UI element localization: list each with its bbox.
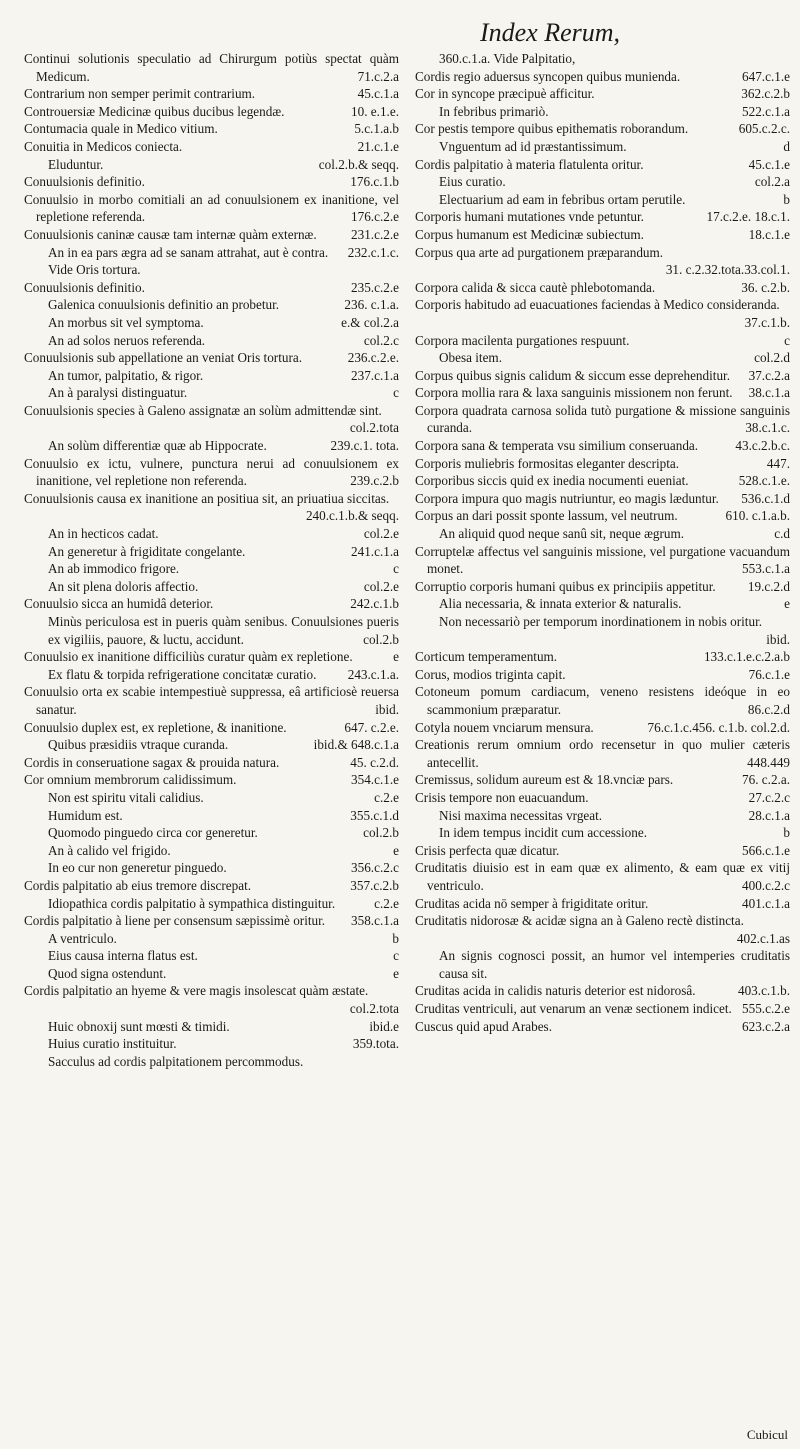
page-reference: 76.c.1.e xyxy=(748,666,790,682)
entry-text: Non est spiritu vitali calidius. xyxy=(48,789,204,805)
entry-text: Galenica conuulsionis definitio an probetur. xyxy=(48,297,280,313)
page-reference: 45.c.1.a xyxy=(357,86,399,102)
index-entry xyxy=(24,156,399,174)
page-reference: 528.c.1.e. xyxy=(738,473,790,489)
page-reference: 28.c.1.a xyxy=(748,807,790,823)
entry-text: Cruditas ventriculi, aut venarum an venæ sectionem indicet. xyxy=(415,1001,732,1017)
page-reference: 566.c.1.e xyxy=(742,842,790,858)
entry-text: Corporibus siccis quid ex inedia nocumenti eueniat. xyxy=(415,473,689,489)
entry-text: Corpora calida & sicca cautè phlebotomanda. xyxy=(415,279,656,295)
index-entry xyxy=(24,525,399,543)
page-title: Index Rerum, xyxy=(479,18,621,47)
entry-text: An solùm differentiæ quæ ab Hippocrate. xyxy=(48,438,267,454)
page-reference: c xyxy=(393,385,399,401)
page-reference: ibid.e xyxy=(369,1018,399,1034)
page-reference: col.2.e xyxy=(363,526,399,542)
entry-text: Cruditas acida in calidis naturis deterior est nidorosâ. xyxy=(415,983,696,999)
right-column xyxy=(415,50,790,1441)
page-reference: 553.c.1.a xyxy=(742,561,790,577)
index-entry xyxy=(24,191,399,226)
entry-text: Controuersiæ Medicinæ quibus ducibus legendæ. xyxy=(24,103,285,119)
entry-text: Conuulsionis causa ex inanitione an positiua sit, an priuatiua siccitas. xyxy=(24,490,390,506)
page-reference: c xyxy=(784,332,790,348)
entry-text: An ad solos neruos referenda. xyxy=(48,332,206,348)
index-entry xyxy=(415,296,790,331)
index-entry xyxy=(24,912,399,930)
entry-text: Cordis palpitatio à materia flatulenta oritur. xyxy=(415,156,644,172)
entry-text: Cor in syncope præcipuè afficitur. xyxy=(415,86,595,102)
entry-text: Ex flatu & torpida refrigeratione concitatæ curatio. xyxy=(48,666,317,682)
page-reference: c xyxy=(393,948,399,964)
page-reference: d xyxy=(783,138,790,154)
page-reference: 176.c.1.b xyxy=(350,174,399,190)
catchword: Cubicul xyxy=(746,1427,788,1442)
entry-text: Minùs periculosa est in pueris quàm senibus. Conuulsiones pueris ex vigiliis, pauore, & luctu, accidunt. xyxy=(48,614,399,647)
index-entry xyxy=(24,314,399,332)
entry-text: Conuulsio sicca an humidâ deterior. xyxy=(24,596,214,612)
index-entry xyxy=(24,349,399,367)
index-entry xyxy=(415,472,790,490)
entry-text: Quod signa ostendunt. xyxy=(48,965,167,981)
index-entry xyxy=(24,595,399,613)
page-reference: 10. e.1.e. xyxy=(351,103,399,119)
page-reference: 400.c.2.c xyxy=(742,877,790,893)
entry-text: In eo cur non generetur pinguedo. xyxy=(48,860,227,876)
index-entry xyxy=(24,613,399,648)
page-reference: c.d xyxy=(774,526,790,542)
page-reference: b xyxy=(783,191,790,207)
entry-text: Conuulsionis definitio. xyxy=(24,174,145,190)
index-entry xyxy=(415,736,790,771)
page-reference: 536.c.1.d xyxy=(741,490,790,506)
page-reference: 401.c.1.a xyxy=(742,895,790,911)
page-reference: 231.c.2.e xyxy=(351,226,399,242)
index-entry xyxy=(415,543,790,578)
entry-text: An aliquid quod neque sanû sit, neque ægrum. xyxy=(439,526,685,542)
index-entry xyxy=(24,947,399,965)
page-reference: 45.c.1.e xyxy=(748,156,790,172)
entry-text: Sacculus ad cordis palpitationem percommodus. xyxy=(48,1053,304,1069)
index-entry xyxy=(415,789,790,807)
index-entry xyxy=(24,930,399,948)
index-entry xyxy=(415,719,790,737)
page-reference: e xyxy=(393,649,399,665)
index-entry xyxy=(415,85,790,103)
entry-text: An in hecticos cadat. xyxy=(48,526,159,542)
index-entry xyxy=(415,120,790,138)
index-entry xyxy=(24,1018,399,1036)
page-reference: ibid. xyxy=(375,701,399,717)
entry-text: Conuulsionis species à Galeno assignatæ an solùm admittendæ sint. xyxy=(24,402,382,418)
page-reference: 610. c.1.a.b. xyxy=(725,508,790,524)
index-entry xyxy=(415,666,790,684)
entry-text: An in ea pars ægra ad se sanam attrahat, aut è contra. xyxy=(48,244,329,260)
page-reference: 647. c.2.e. xyxy=(344,719,399,735)
index-entry xyxy=(24,859,399,877)
page-reference: 239.c.1. tota. xyxy=(330,438,399,454)
page-reference: 5.c.1.a.b xyxy=(354,121,399,137)
entry-text: Conuitia in Medicos coniecta. xyxy=(24,138,183,154)
page-reference: 623.c.2.a xyxy=(742,1018,790,1034)
entry-text: Conuulsio ex ictu, vulnere, punctura nerui ad conuulsionem ex inanitione, vel repletione non referenda. xyxy=(24,455,399,489)
entry-text: Vnguentum ad id præstantissimum. xyxy=(439,138,627,154)
entry-text: Electuarium ad eam in febribus ortam perutile. xyxy=(439,191,686,207)
entry-text: In febribus primariò. xyxy=(439,103,549,119)
entry-text: A ventriculo. xyxy=(48,930,117,946)
page-reference: e xyxy=(784,596,790,612)
entry-text: Obesa item. xyxy=(439,350,502,366)
entry-text: Corruptelæ affectus vel sanguinis missione, vel purgatione vacuandum monet. xyxy=(415,543,790,577)
entry-text: Non necessariò per temporum inordinationem in nobis oritur. xyxy=(439,614,763,629)
index-entry xyxy=(415,208,790,226)
index-entry xyxy=(415,402,790,437)
index-entry xyxy=(24,982,399,1017)
index-entry xyxy=(24,666,399,684)
page-reference: 447. xyxy=(766,455,790,471)
index-entry xyxy=(415,842,790,860)
entry-text: Vide Oris tortura. xyxy=(48,262,141,278)
page-reference: col.2.e xyxy=(363,578,399,594)
entry-text: Creationis rerum omnium ordo recensetur in quo mulier cæteris antecellit. xyxy=(415,737,790,770)
index-entry xyxy=(415,595,790,613)
entry-text: Corus, modios triginta capit. xyxy=(415,666,566,682)
page-reference: 19.c.2.d xyxy=(747,578,790,594)
index-entry xyxy=(24,332,399,350)
index-entry xyxy=(415,384,790,402)
index-entry xyxy=(415,349,790,367)
entry-text: Corporis muliebris formositas eleganter descripta. xyxy=(415,455,680,471)
entry-text: Corpora sana & temperata vsu similium conseruanda. xyxy=(415,438,699,454)
entry-text: Corpora quadrata carnosa solida tutò purgatione & missione sanguinis curanda. xyxy=(415,402,790,436)
left-column xyxy=(24,50,399,1441)
page-reference: col.2.b xyxy=(363,825,399,841)
page-reference: 362.c.2.b xyxy=(741,86,790,102)
index-entry xyxy=(24,736,399,754)
page-reference: 403.c.1.b. xyxy=(737,983,790,999)
index-entry xyxy=(24,807,399,825)
entry-text: Cruditatis nidorosæ & acidæ signa an à Galeno rectè distincta. xyxy=(415,913,744,929)
page-reference: col.2.tota xyxy=(349,1001,399,1017)
page-reference: 522.c.1.a xyxy=(742,103,790,119)
entry-text: In idem tempus incidit cum accessione. xyxy=(439,825,648,841)
index-entry xyxy=(415,947,790,982)
page-reference: 31. c.2.32.tota.33.col.1. xyxy=(665,262,790,278)
entry-text: Conuulsionis definitio. xyxy=(24,279,145,295)
page-reference: 242.c.1.b xyxy=(350,596,399,612)
page-reference: 71.c.2.a xyxy=(357,68,399,84)
page-reference: 235.c.2.e xyxy=(351,279,399,295)
page-reference: col.2.b.& seqq. xyxy=(318,156,399,172)
index-entry xyxy=(24,578,399,596)
entry-text: Cotoneum pomum cardiacum, veneno resistens ideóque in eo scammonium præparatur. xyxy=(415,684,790,717)
page-reference: 38.c.1.a xyxy=(748,385,790,401)
entry-text: Cordis palpitatio à liene per consensum sæpissimè oritur. xyxy=(24,913,326,929)
entry-text: Huic obnoxij sunt mœsti & timidi. xyxy=(48,1018,230,1034)
entry-text: Cotyla nouem vnciarum mensura. xyxy=(415,719,594,735)
index-entry xyxy=(415,648,790,666)
entry-text: Cordis regio aduersus syncopen quibus munienda. xyxy=(415,68,681,84)
page-reference: 239.c.2.b xyxy=(350,473,399,489)
page-reference: 243.c.1.a. xyxy=(347,666,399,682)
index-entry xyxy=(415,912,790,947)
page-reference: 176.c.2.e xyxy=(351,209,399,225)
page-reference: 240.c.1.b.& seqq. xyxy=(305,508,399,524)
entry-text: Conuulsio in morbo comitiali an ad conuulsionem ex inanitione, vel repletione referenda. xyxy=(24,191,399,225)
entry-text: An generetur à frigiditate congelante. xyxy=(48,543,246,559)
index-entry xyxy=(415,859,790,894)
entry-text: Quibus præsidiis vtraque curanda. xyxy=(48,737,229,753)
index-entry xyxy=(24,683,399,718)
index-columns xyxy=(24,50,790,1441)
page-reference: 76. c.2.a. xyxy=(742,772,790,788)
page-reference: 241.c.1.a xyxy=(351,543,399,559)
page-reference: 86.c.2.d xyxy=(747,701,790,717)
page-reference: 358.c.1.a xyxy=(351,913,399,929)
index-entry xyxy=(24,560,399,578)
index-entry xyxy=(415,613,790,648)
entry-text: Cruditas acida nō semper à frigiditate oritur. xyxy=(415,895,649,911)
page-reference: 236. c.1.a. xyxy=(344,297,399,313)
index-entry xyxy=(24,648,399,666)
index-entry xyxy=(24,279,399,297)
entry-text: Huius curatio instituitur. xyxy=(48,1036,177,1052)
index-entry xyxy=(24,85,399,103)
page-reference: c.2.e xyxy=(374,895,399,911)
index-entry xyxy=(24,296,399,314)
index-entry xyxy=(415,191,790,209)
page-reference: e xyxy=(393,842,399,858)
index-entry xyxy=(415,138,790,156)
page-reference: 357.c.2.b xyxy=(350,877,399,893)
page-reference: 17.c.2.e. 18.c.1. xyxy=(706,209,790,225)
index-entry xyxy=(415,103,790,121)
entry-text: Contrarium non semper perimit contrarium. xyxy=(24,86,256,102)
entry-text: Cor pestis tempore quibus epithematis roborandum. xyxy=(415,121,689,137)
entry-text: Corporis habitudo ad euacuationes faciendas à Medico consideranda. xyxy=(415,297,780,313)
index-entry xyxy=(415,895,790,913)
index-entry xyxy=(24,120,399,138)
index-entry xyxy=(415,226,790,244)
page-reference: 133.c.1.e.c.2.a.b xyxy=(703,649,790,665)
index-entry xyxy=(24,138,399,156)
index-entry xyxy=(415,455,790,473)
page-reference: c xyxy=(393,561,399,577)
index-entry xyxy=(415,244,790,279)
entry-text: Eius causa interna flatus est. xyxy=(48,948,198,964)
entry-text: An tumor, palpitatio, & rigor. xyxy=(48,367,204,383)
entry-text: Contumacia quale in Medico vitium. xyxy=(24,121,218,137)
entry-text: An morbus sit vel symptoma. xyxy=(48,314,204,330)
entry-text: Conuulsionis sub appellatione an veniat Oris tortura. xyxy=(24,350,302,366)
index-entry xyxy=(24,384,399,402)
index-entry xyxy=(415,578,790,596)
entry-text: Cordis in conseruatione sagax & prouida natura. xyxy=(24,754,280,770)
page-reference: 76.c.1.c.456. c.1.b. col.2.d. xyxy=(647,719,790,735)
entry-text: An signis cognosci possit, an humor vel intemperies cruditatis causa sit. xyxy=(439,948,790,981)
page-reference: col.2.tota xyxy=(349,420,399,436)
index-entry xyxy=(24,261,399,279)
entry-text: Corporis humani mutationes vnde petuntur. xyxy=(415,209,644,225)
entry-text: Nisi maxima necessitas vrgeat. xyxy=(439,807,603,823)
index-entry xyxy=(24,490,399,525)
entry-text: Eluduntur. xyxy=(48,156,104,172)
entry-text: Corpora mollia rara & laxa sanguinis missionem non ferunt. xyxy=(415,385,733,401)
index-entry xyxy=(24,895,399,913)
page-reference: 236.c.2.e. xyxy=(347,350,399,366)
index-entry xyxy=(415,367,790,385)
page-reference: col.2.c xyxy=(363,332,399,348)
entry-text: Alia necessaria, & innata exterior & naturalis. xyxy=(439,596,682,612)
entry-text: Cor omnium membrorum calidissimum. xyxy=(24,772,237,788)
page-reference: e xyxy=(393,965,399,981)
page-reference: 359.tota. xyxy=(352,1036,399,1052)
entry-text: Corpus humanum est Medicinæ subiectum. xyxy=(415,226,644,242)
entry-text: 360.c.1.a. Vide Palpitatio, xyxy=(439,51,576,66)
entry-text: An à paralysi distinguatur. xyxy=(48,385,188,401)
index-entry xyxy=(415,807,790,825)
index-entry xyxy=(415,824,790,842)
entry-text: Cremissus, solidum aureum est & 18.vnciæ pars. xyxy=(415,772,674,788)
index-entry xyxy=(24,1035,399,1053)
page-reference: e.& col.2.a xyxy=(341,314,399,330)
page-reference: 354.c.1.e xyxy=(351,772,399,788)
index-entry xyxy=(24,719,399,737)
page-reference: 402.c.1.as xyxy=(736,930,790,946)
entry-text: Corpora macilenta purgationes respuunt. xyxy=(415,332,630,348)
index-entry xyxy=(415,507,790,525)
index-entry xyxy=(24,754,399,772)
entry-text: Idiopathica cordis palpitatio à sympathica distinguitur. xyxy=(48,895,336,911)
page-reference: b xyxy=(783,825,790,841)
page-reference: 38.c.1.c. xyxy=(745,420,790,436)
page-reference: col.2.a xyxy=(754,174,790,190)
index-entry xyxy=(24,455,399,490)
entry-text: Conuulsio duplex est, ex repletione, & inanitione. xyxy=(24,719,287,735)
entry-text: Conuulsionis caninæ causæ tam internæ quàm externæ. xyxy=(24,226,317,242)
entry-text: Crisis tempore non euacuandum. xyxy=(415,789,589,805)
entry-text: Cruditatis diuisio est in eam quæ ex alimento, & eam quæ ex vitij ventriculo. xyxy=(415,860,790,893)
page-reference: ibid.& 648.c.1.a xyxy=(313,737,399,753)
index-entry xyxy=(415,490,790,508)
entry-text: An sit plena doloris affectio. xyxy=(48,578,199,594)
page-reference: 27.c.2.c xyxy=(748,789,790,805)
entry-text: Humidum est. xyxy=(48,807,123,823)
entry-text: An à calido vel frigido. xyxy=(48,842,171,858)
index-entry xyxy=(24,402,399,437)
entry-text: Crisis perfecta quæ dicatur. xyxy=(415,842,560,858)
index-entry xyxy=(415,68,790,86)
entry-text: Corpus quibus signis calidum & siccum esse deprehenditur. xyxy=(415,367,730,383)
page-reference: c.2.e xyxy=(374,789,399,805)
entry-text: Eius curatio. xyxy=(439,174,506,190)
index-entry xyxy=(415,173,790,191)
index-entry xyxy=(24,173,399,191)
page-reference: 448.449 xyxy=(747,754,790,770)
page-reference: 356.c.2.c xyxy=(351,860,399,876)
page-reference: b xyxy=(392,930,399,946)
page-reference: ibid. xyxy=(766,631,790,647)
entry-text: Cordis palpitatio an hyeme & vere magis insolescat quàm æstate. xyxy=(24,983,369,999)
entry-text: An ab immodico frigore. xyxy=(48,561,180,577)
page-reference: 36. c.2.b. xyxy=(741,279,790,295)
entry-text: Corpus qua arte ad purgationem præparandum. xyxy=(415,244,664,260)
index-entry xyxy=(24,367,399,385)
index-entry xyxy=(24,437,399,455)
index-entry xyxy=(24,226,399,244)
index-entry xyxy=(415,683,790,718)
index-entry xyxy=(415,50,790,68)
index-entry xyxy=(415,156,790,174)
page-reference: 605.c.2.c. xyxy=(738,121,790,137)
page-reference: 232.c.1.c. xyxy=(347,244,399,260)
entry-text: Cordis palpitatio ab eius tremore discrepat. xyxy=(24,877,252,893)
entry-text: Corpus an dari possit sponte lassum, vel neutrum. xyxy=(415,508,678,524)
index-entry xyxy=(24,965,399,983)
index-entry xyxy=(24,543,399,561)
page-reference: 37.c.1.b. xyxy=(744,314,790,330)
entry-text: Corpora impura quo magis nutriuntur, eo magis læduntur. xyxy=(415,490,719,506)
index-entry xyxy=(24,771,399,789)
index-entry xyxy=(415,982,790,1000)
entry-text: Corticum temperamentum. xyxy=(415,649,558,665)
index-entry xyxy=(24,824,399,842)
entry-text: Conuulsio orta ex scabie intempestiuè suppressa, eâ artificiosè reuersa sanatur. xyxy=(24,684,399,717)
page-reference: 45. c.2.d. xyxy=(350,754,399,770)
index-entry xyxy=(415,1018,790,1036)
page-reference: 355.c.1.d xyxy=(350,807,399,823)
page-reference: 237.c.1.a xyxy=(351,367,399,383)
entry-text: Continui solutionis speculatio ad Chirurgum potiùs spectat quàm Medicum. xyxy=(24,51,399,84)
entry-text: Quomodo pinguedo circa cor generetur. xyxy=(48,825,258,841)
index-entry xyxy=(24,877,399,895)
page-reference: col.2.b xyxy=(363,631,399,647)
index-entry xyxy=(24,244,399,262)
page-reference: 18.c.1.e xyxy=(748,226,790,242)
entry-text: Cuscus quid apud Arabes. xyxy=(415,1018,552,1034)
index-entry xyxy=(415,437,790,455)
page-reference: col.2.d xyxy=(754,350,790,366)
index-entry xyxy=(24,50,399,85)
page-reference: 647.c.1.e xyxy=(742,68,790,84)
index-entry xyxy=(24,1053,399,1071)
index-entry xyxy=(415,771,790,789)
index-entry xyxy=(24,789,399,807)
entry-text: Corruptio corporis humani quibus ex principiis appetitur. xyxy=(415,578,716,594)
page-reference: 37.c.2.a xyxy=(748,367,790,383)
entry-text: Conuulsio ex inanitione difficiliùs curatur quàm ex repletione. xyxy=(24,649,353,665)
index-entry xyxy=(415,525,790,543)
index-entry xyxy=(24,842,399,860)
page-reference: 43.c.2.b.c. xyxy=(735,438,790,454)
index-entry xyxy=(415,332,790,350)
index-entry xyxy=(415,1000,790,1018)
index-entry xyxy=(415,279,790,297)
page-reference: 555.c.2.e xyxy=(742,1001,790,1017)
page-reference: 21.c.1.e xyxy=(357,138,399,154)
index-entry xyxy=(24,103,399,121)
